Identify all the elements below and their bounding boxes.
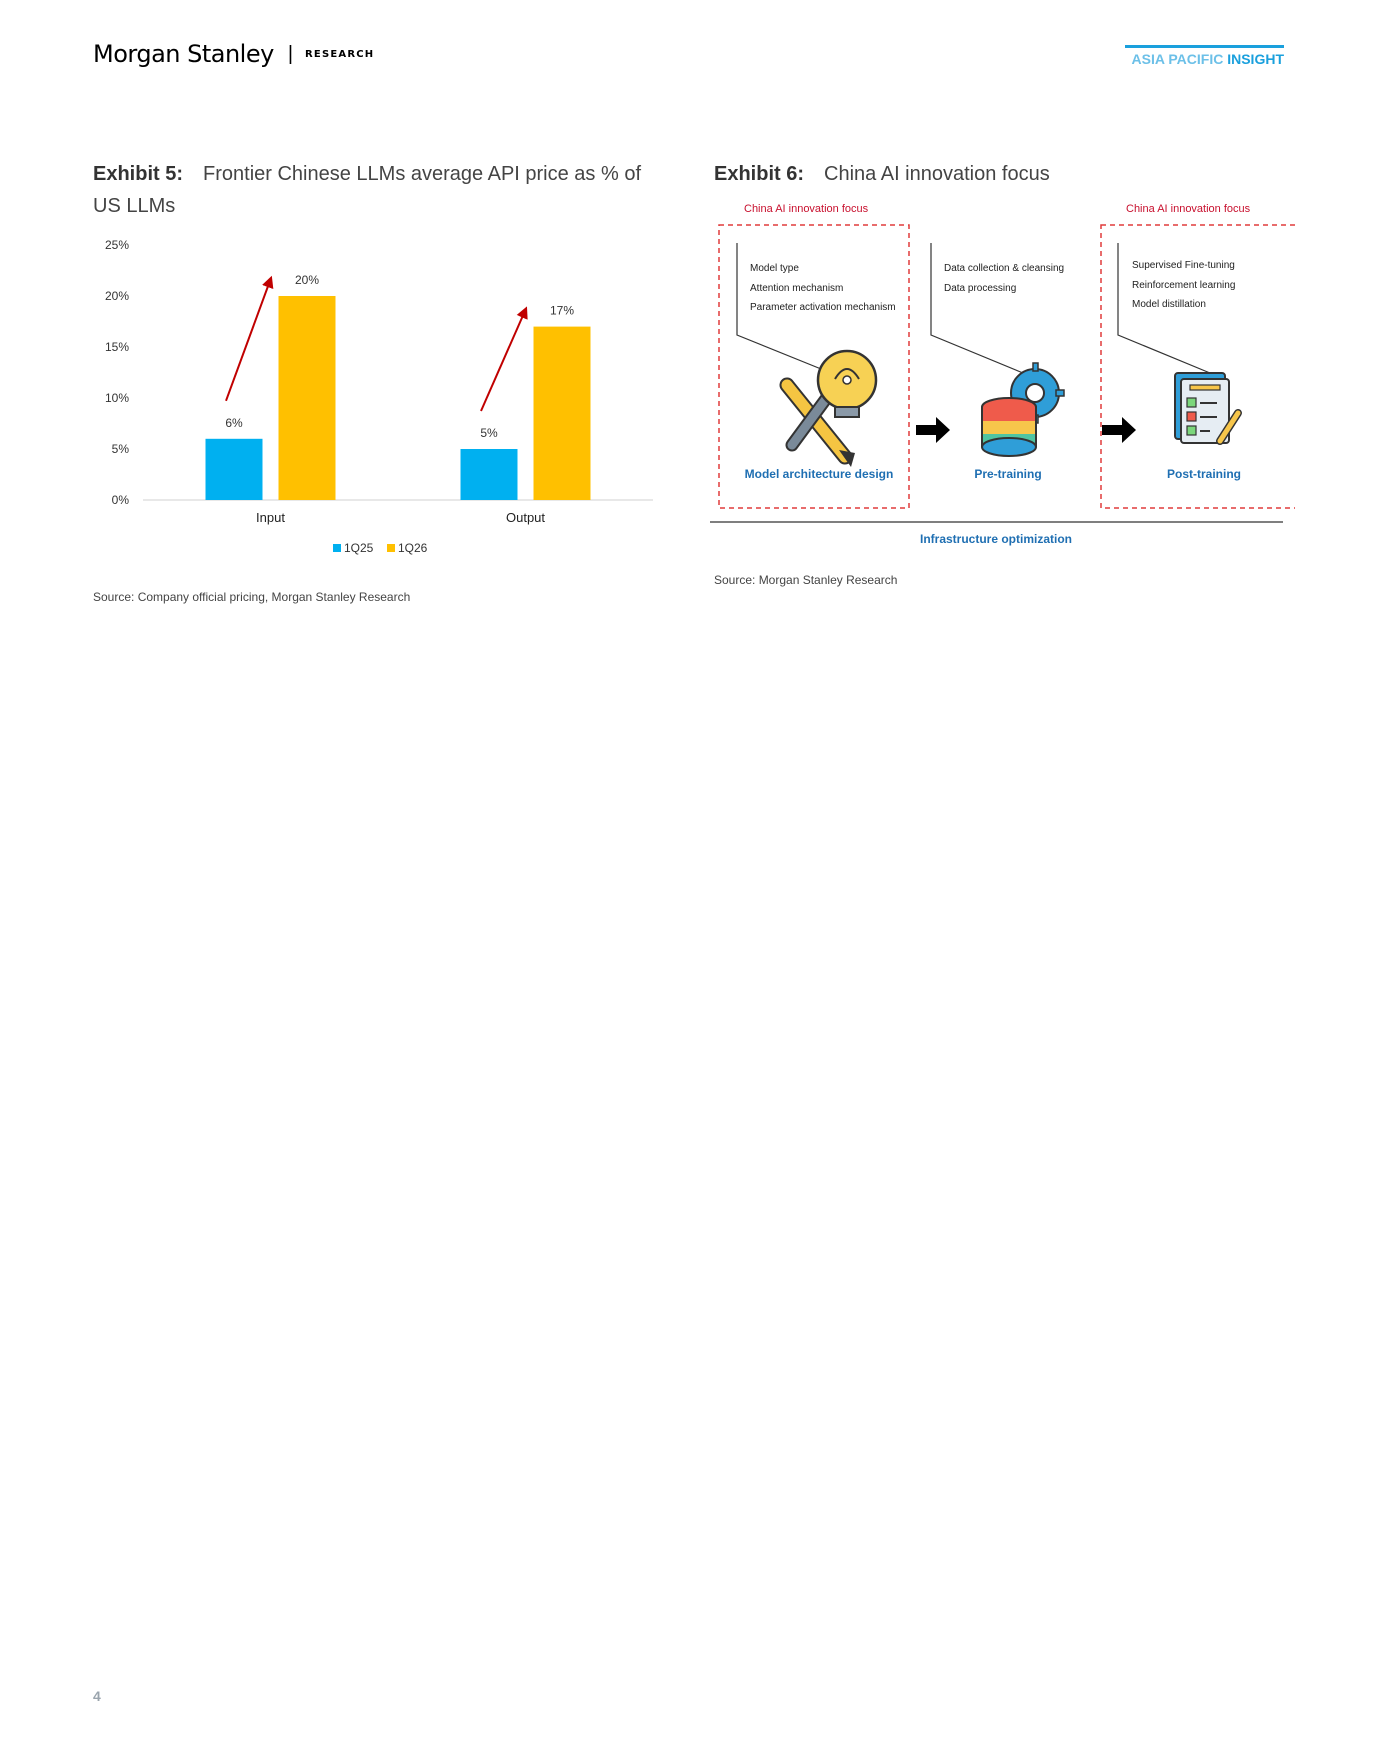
series-label-light: ASIA PACIFIC [1131, 51, 1224, 67]
data-label: 6% [225, 415, 243, 430]
stage3-label: Post-training [1167, 467, 1241, 481]
bar-1q26-output [534, 327, 591, 500]
infrastructure-label: Infrastructure optimization [919, 532, 1073, 546]
exhibit5-number: Exhibit 5: [93, 163, 184, 185]
bar-1q25-output [461, 449, 518, 500]
checklist-icon [1175, 373, 1238, 443]
data-label: 17% [549, 303, 575, 318]
exhibit5-chart [93, 230, 673, 570]
stage1-item: Parameter activation mechanism [750, 302, 896, 313]
data-label: 20% [294, 273, 320, 287]
brand-section: RESEARCH [305, 48, 375, 60]
stage3-item: Reinforcement learning [1132, 280, 1236, 291]
y-tick-label: 10% [104, 391, 129, 405]
bar-1q25-input [206, 439, 263, 500]
arrow-right-icon [1102, 417, 1136, 443]
x-tick-label: Output [505, 510, 546, 525]
exhibit5-title-text: Frontier Chinese LLMs average API price as % of US LLMs [93, 163, 642, 217]
stage2-label: Pre-training [974, 467, 1042, 481]
arrow-right-icon [916, 417, 950, 443]
stage3-item: Model distillation [1132, 299, 1206, 310]
y-tick-label: 0% [111, 493, 129, 507]
legend-swatch [387, 544, 395, 552]
y-tick-label: 15% [104, 340, 129, 354]
y-tick-label: 20% [104, 289, 129, 303]
exhibit6-number: Exhibit 6: [714, 163, 805, 185]
legend-label: 1Q25 [344, 541, 374, 555]
focus-label-right: China AI innovation focus [1126, 203, 1251, 215]
database-gear-icon [982, 363, 1064, 456]
lightbulb-pencil-icon [787, 351, 876, 467]
exhibit5-title [93, 158, 673, 222]
brand-separator: | [287, 42, 294, 65]
growth-arrow [481, 309, 526, 411]
stage1-item: Attention mechanism [750, 283, 844, 294]
exhibit6-source: Source: Morgan Stanley Research [714, 573, 898, 587]
exhibit6-title-text: China AI innovation focus [824, 163, 1050, 185]
legend-label: 1Q26 [398, 541, 428, 555]
legend-swatch [333, 544, 341, 552]
stage3-item: Supervised Fine-tuning [1132, 260, 1235, 271]
focus-label-left: China AI innovation focus [744, 203, 869, 215]
stage2-item: Data processing [944, 283, 1017, 294]
stage1-label: Model architecture design [744, 467, 894, 481]
x-tick-label: Input [256, 510, 285, 525]
y-tick-label: 5% [111, 442, 129, 456]
page-number: 4 [93, 1688, 101, 1704]
brand-name: Morgan Stanley [93, 40, 274, 68]
growth-arrow [226, 278, 271, 401]
exhibit5-source: Source: Company official pricing, Morgan Stanley Research [93, 590, 411, 604]
bar-1q26-input [279, 296, 336, 500]
exhibit6-diagram [705, 195, 1295, 555]
exhibit6-title [714, 158, 1314, 190]
series-label-bold: INSIGHT [1227, 51, 1284, 67]
stage1-item: Model type [750, 263, 799, 274]
y-tick-label: 25% [104, 238, 129, 252]
header-logo [93, 40, 374, 68]
data-label: 5% [480, 426, 498, 440]
series-label [1125, 45, 1284, 67]
stage2-item: Data collection & cleansing [944, 263, 1065, 274]
